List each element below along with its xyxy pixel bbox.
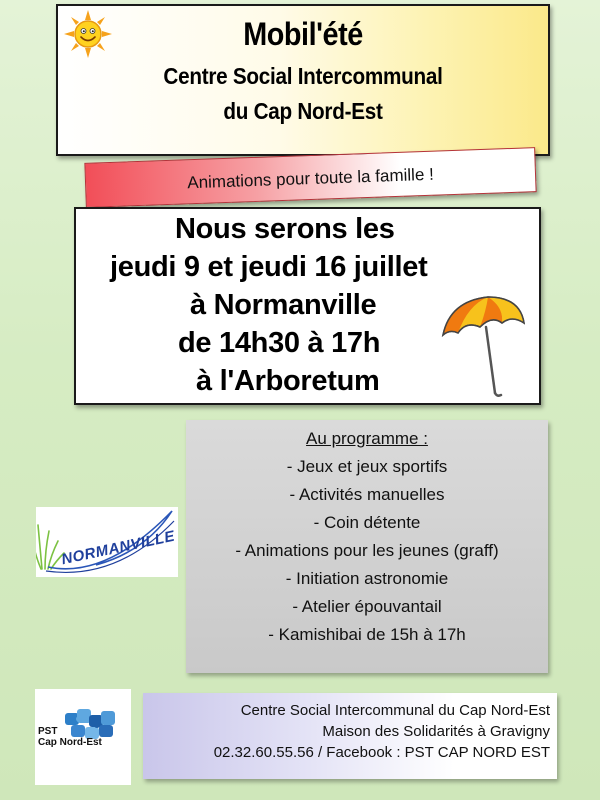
- programme-box: [186, 420, 548, 673]
- programme-item: - Jeux et jeux sportifs: [286, 457, 448, 476]
- event-time: de 14h30 à 17h: [178, 327, 381, 359]
- normanville-logo-text: NORMANVILLE: [59, 527, 177, 569]
- programme-item: - Kamishibai de 15h à 17h: [268, 625, 466, 644]
- organizer-line2: du Cap Nord-Est: [223, 98, 383, 124]
- banner-text: Animations pour toute la famille !: [186, 164, 435, 193]
- organizer-line1: Centre Social Intercommunal: [163, 63, 443, 89]
- programme-item: - Atelier épouvantail: [292, 597, 442, 616]
- normanville-logo: [36, 507, 178, 577]
- title-box: [56, 4, 550, 156]
- contact-address: Maison des Solidarités à Gravigny: [322, 723, 550, 740]
- pst-cap-nord-est-logo: [35, 689, 131, 785]
- normanville-logo-graphic: [36, 507, 178, 577]
- programme-item: - Coin détente: [313, 513, 421, 532]
- event-venue: à l'Arboretum: [196, 365, 380, 397]
- pst-logo-line2: Cap Nord-Est: [38, 737, 102, 748]
- event-dates: jeudi 9 et jeudi 16 juillet: [110, 251, 428, 283]
- contact-box: [143, 693, 557, 779]
- contact-organization: Centre Social Intercommunal du Cap Nord-Est: [240, 702, 550, 719]
- event-location: à Normanville: [190, 289, 377, 321]
- poster-title: Mobil'été: [243, 16, 363, 52]
- programme-item: - Initiation astronomie: [285, 569, 449, 588]
- smiling-sun-icon: [64, 10, 112, 58]
- family-banner: [84, 147, 536, 208]
- programme-heading: Au programme :: [306, 429, 428, 448]
- contact-phone-facebook: 02.32.60.55.56 / Facebook : PST CAP NORD EST: [213, 744, 550, 761]
- event-intro: Nous serons les: [175, 213, 395, 245]
- beach-umbrella-icon: [440, 293, 526, 399]
- programme-item: - Activités manuelles: [289, 485, 445, 504]
- programme-item: - Animations pour les jeunes (graff): [235, 541, 499, 560]
- pst-logo-line1: PST: [38, 726, 58, 737]
